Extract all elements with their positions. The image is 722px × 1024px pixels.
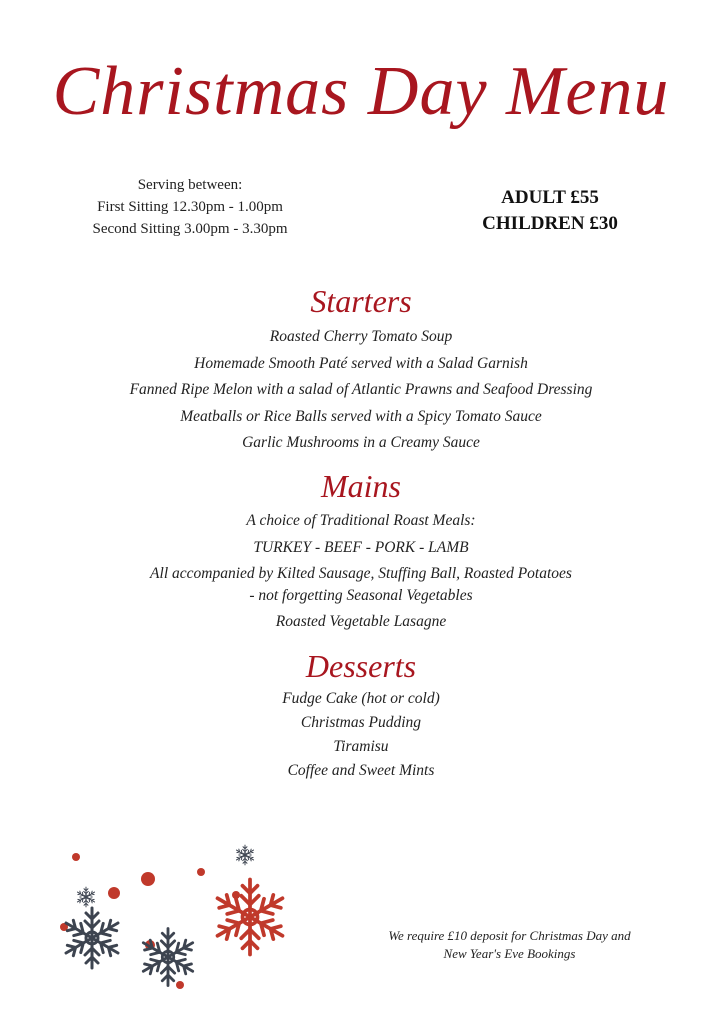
serving-heading: Serving between: xyxy=(137,177,243,193)
starter-item: Fanned Ripe Melon with a salad of Atlantic Prawns and Seafood Dressing xyxy=(129,381,593,398)
starter-item: Meatballs or Rice Balls served with a Spicy Tomato Sauce xyxy=(180,407,542,425)
dessert-item: Coffee and Sweet Mints xyxy=(287,762,435,779)
mains-accompaniment-line1: All accompanied by Kilted Sausage, Stuffing Ball, Roasted Potatoes xyxy=(150,565,572,582)
starters-list xyxy=(0,324,722,457)
snowflake-icon xyxy=(235,845,254,865)
snow-dot xyxy=(72,853,80,861)
prices xyxy=(450,185,650,237)
starter-item: Roasted Cherry Tomato Soup xyxy=(269,328,453,345)
mains-accompaniment xyxy=(0,563,722,607)
starters-heading: Starters xyxy=(310,283,412,319)
second-sitting: Second Sitting 3.00pm - 3.30pm xyxy=(92,221,288,237)
snowflake-icon xyxy=(63,908,122,968)
snow-dot xyxy=(141,872,155,886)
snowflake-decoration xyxy=(40,835,310,995)
deposit-line2: New Year's Eve Bookings xyxy=(443,946,576,961)
children-price: CHILDREN £30 xyxy=(482,213,618,234)
mains-intro: A choice of Traditional Roast Meals: xyxy=(246,512,476,529)
snowflake-icon xyxy=(76,887,95,907)
mains-meats: TURKEY - BEEF - PORK - LAMB xyxy=(253,538,469,556)
menu-title: Christmas Day Menu xyxy=(52,53,670,130)
starter-item: Homemade Smooth Paté served with a Salad Garnish xyxy=(194,354,528,372)
mains-list xyxy=(0,510,722,638)
snow-dot xyxy=(176,981,184,989)
dessert-item: Tiramisu xyxy=(333,738,389,755)
desserts-list xyxy=(0,687,722,783)
deposit-notice xyxy=(352,927,667,963)
dessert-item: Christmas Pudding xyxy=(300,714,422,731)
deposit-line1: We require £10 deposit for Christmas Day and xyxy=(388,928,631,943)
dessert-item: Fudge Cake (hot or cold) xyxy=(282,690,440,707)
starter-item: Garlic Mushrooms in a Creamy Sauce xyxy=(242,434,480,451)
snow-dot xyxy=(197,868,205,876)
mains-vegetarian: Roasted Vegetable Lasagne xyxy=(275,613,447,630)
snowflake-icon xyxy=(213,880,287,955)
serving-times xyxy=(60,174,320,240)
desserts-heading: Desserts xyxy=(305,648,417,684)
mains-heading: Mains xyxy=(321,468,401,504)
mains-accompaniment-line2: - not forgetting Seasonal Vegetables xyxy=(249,587,473,604)
snowflake-icon xyxy=(140,929,196,986)
first-sitting: First Sitting 12.30pm - 1.00pm xyxy=(97,199,283,215)
adult-price: ADULT £55 xyxy=(501,187,599,208)
snow-dot xyxy=(108,887,120,899)
